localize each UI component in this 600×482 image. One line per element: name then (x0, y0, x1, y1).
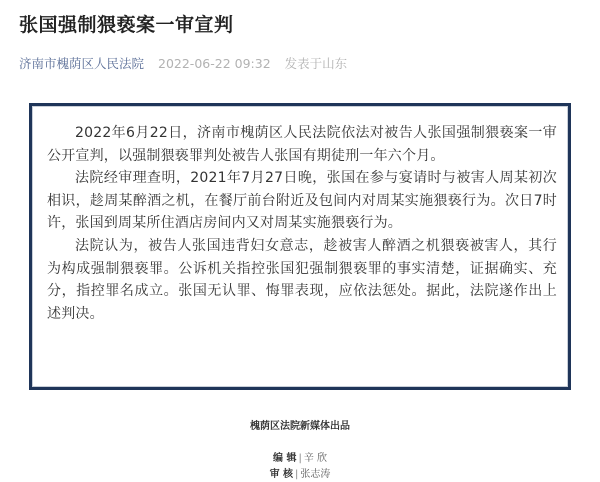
reviewer-separator: | (295, 469, 299, 480)
publish-time: 2022-06-22 09:32 (158, 56, 271, 71)
paragraph-1: 2022年6月22日，济南市槐荫区人民法院依法对被告人张国强制猥亵案一审公开宣判，以强制猥亵罪判处被告人张国有期徒刑一年六个月。 (47, 125, 557, 164)
reviewer-label: 审 核 (269, 469, 294, 480)
content-frame-inner (32, 106, 568, 387)
source-account-link[interactable]: 济南市槐荫区人民法院 (19, 56, 145, 71)
article-meta (19, 54, 347, 72)
article-title: 张国强制猥亵案一审宣判 (19, 14, 234, 36)
paragraph-2: 法院经审理查明，2021年7月27日晚，张国在参与宴请时与被害人周某初次相识，趁周某醉酒之机，在餐厅前台附近及包间内对周某实施猥亵行为。次日7时许，张国到周某所住酒店房间内又对周某实施猥亵行为。 (47, 170, 557, 232)
editor-label: 编 辑 (272, 453, 297, 464)
content-frame (29, 103, 571, 390)
paragraph-3: 法院认为，被告人张国违背妇女意志，趁被害人醉酒之机猥亵被害人，其行为构成强制猥亵罪。公诉机关指控张国犯强制猥亵罪的事实清楚，证据确实、充分，指控罪名成立。张国无认罪、悔罪表现，应依法惩处。据此，法院遂作出上述判决。 (47, 237, 557, 322)
publish-location: 发表于山东 (284, 56, 348, 71)
footer-editor (0, 449, 600, 464)
footer-org: 槐荫区法院新媒体出品 (250, 421, 350, 432)
footer-reviewer (0, 465, 600, 480)
editor-name: 辛 欣 (303, 453, 328, 464)
editor-separator: | (298, 453, 302, 464)
reviewer-name: 张志涛 (300, 469, 331, 480)
